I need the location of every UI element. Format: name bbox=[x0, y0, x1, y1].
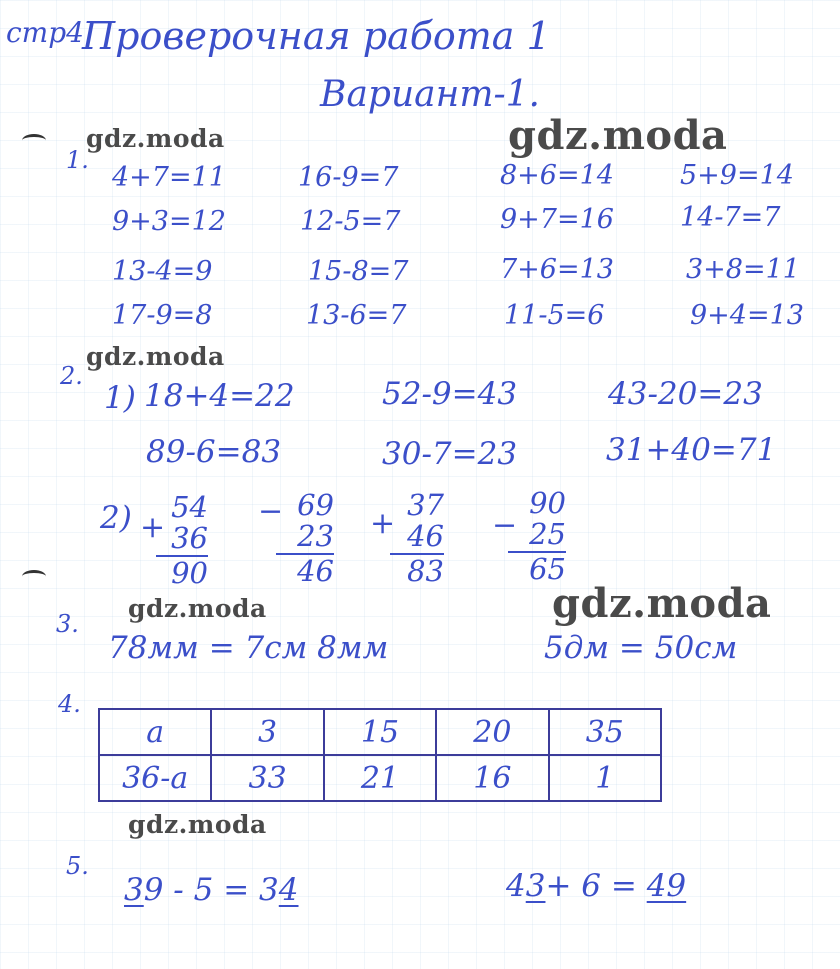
column-subtraction bbox=[508, 488, 566, 585]
equation: 18+4=22 bbox=[144, 378, 295, 414]
part-2-label: 2) bbox=[100, 500, 132, 536]
equation-digit: 4 bbox=[506, 868, 526, 904]
column-result: 65 bbox=[529, 552, 566, 586]
equation: 43-20=23 bbox=[608, 376, 763, 412]
table-cell: 3 bbox=[211, 709, 323, 755]
column-subtraction bbox=[276, 490, 334, 587]
equation: 30-7=23 bbox=[382, 436, 518, 472]
equation: 15-8=7 bbox=[308, 256, 409, 287]
table-row bbox=[99, 709, 661, 755]
watermark: gdz.moda bbox=[552, 580, 772, 627]
equation: 9+3=12 bbox=[112, 206, 226, 237]
table-cell: 36-a bbox=[99, 755, 211, 801]
task-4-number: 4. bbox=[58, 690, 81, 718]
watermark: gdz.moda bbox=[86, 342, 225, 371]
filled-digit: 3 bbox=[124, 872, 144, 908]
equation: 17-9=8 bbox=[112, 300, 213, 331]
part-1-label: 1) bbox=[104, 380, 136, 416]
filled-digit: 3 bbox=[525, 868, 546, 904]
table-cell: 16 bbox=[436, 755, 548, 801]
task-5-number: 5. bbox=[66, 852, 89, 880]
filled-result: 49 bbox=[646, 868, 687, 904]
operand-bottom: 25 bbox=[529, 517, 566, 551]
table-cell: 15 bbox=[324, 709, 436, 755]
equation: 7+6=13 bbox=[500, 254, 614, 285]
equation: 5+9=14 bbox=[680, 160, 794, 191]
digit-puzzle-equation bbox=[506, 868, 686, 904]
equation: 12-5=7 bbox=[300, 206, 401, 237]
values-table bbox=[98, 708, 662, 802]
equation: 14-7=7 bbox=[680, 202, 781, 233]
equation: 11-5=6 bbox=[504, 300, 605, 331]
filled-digit: 4 bbox=[278, 872, 299, 908]
watermark: gdz.moda bbox=[128, 810, 267, 839]
column-addition bbox=[390, 490, 444, 587]
operand-top: 69 bbox=[297, 488, 334, 522]
digit-puzzle-equation bbox=[124, 872, 299, 908]
equation: 13-6=7 bbox=[306, 300, 407, 331]
equation: 13-4=9 bbox=[112, 256, 213, 287]
unit-conversion: 78мм = 7см 8мм bbox=[108, 630, 389, 666]
margin-mark-2 bbox=[22, 570, 46, 583]
table-cell: 33 bbox=[211, 755, 323, 801]
operand-top: 37 bbox=[407, 488, 444, 522]
page-reference: стр4 bbox=[6, 16, 84, 49]
table-row bbox=[99, 755, 661, 801]
operand-bottom: 23 bbox=[297, 519, 334, 553]
watermark: gdz.moda bbox=[86, 124, 225, 153]
column-result: 46 bbox=[297, 554, 334, 588]
table-cell: 1 bbox=[549, 755, 661, 801]
column-result: 83 bbox=[407, 554, 444, 588]
watermark: gdz.moda bbox=[128, 594, 267, 623]
equation: 4+7=11 bbox=[112, 162, 226, 193]
task-3-number: 3. bbox=[56, 610, 79, 638]
equation: 9+4=13 bbox=[690, 300, 804, 331]
equation: 31+40=71 bbox=[606, 432, 777, 468]
table-cell: 21 bbox=[324, 755, 436, 801]
margin-mark-1 bbox=[22, 134, 46, 147]
equation: 8+6=14 bbox=[500, 160, 614, 191]
equation: 9+7=16 bbox=[500, 204, 614, 235]
operation-sign: − bbox=[492, 508, 518, 543]
task-1-number: 1. bbox=[66, 146, 89, 174]
operation-sign: + bbox=[370, 506, 396, 541]
equation: 16-9=7 bbox=[298, 162, 399, 193]
operand-bottom: 46 bbox=[407, 519, 444, 553]
operand-bottom: 36 bbox=[171, 521, 208, 555]
task-2-number: 2. bbox=[60, 362, 83, 390]
equation: 52-9=43 bbox=[382, 376, 518, 412]
operation-sign: + bbox=[140, 510, 166, 545]
watermark: gdz.moda bbox=[508, 112, 728, 159]
variant-label: Вариант-1. bbox=[320, 74, 540, 115]
page-title: Проверочная работа 1 bbox=[82, 14, 551, 58]
table-cell: 20 bbox=[436, 709, 548, 755]
table-cell: a bbox=[99, 709, 211, 755]
equation: 89-6=83 bbox=[146, 434, 282, 470]
column-addition bbox=[156, 492, 208, 589]
equation-body: + 6 = bbox=[545, 868, 647, 904]
operation-sign: − bbox=[258, 494, 284, 529]
table-cell: 35 bbox=[549, 709, 661, 755]
operand-top: 90 bbox=[529, 486, 566, 520]
equation: 3+8=11 bbox=[686, 254, 800, 285]
equation-body: 9 - 5 = 3 bbox=[143, 872, 279, 908]
unit-conversion: 5дм = 50см bbox=[544, 630, 738, 666]
column-result: 90 bbox=[171, 556, 208, 590]
operand-top: 54 bbox=[171, 490, 208, 524]
